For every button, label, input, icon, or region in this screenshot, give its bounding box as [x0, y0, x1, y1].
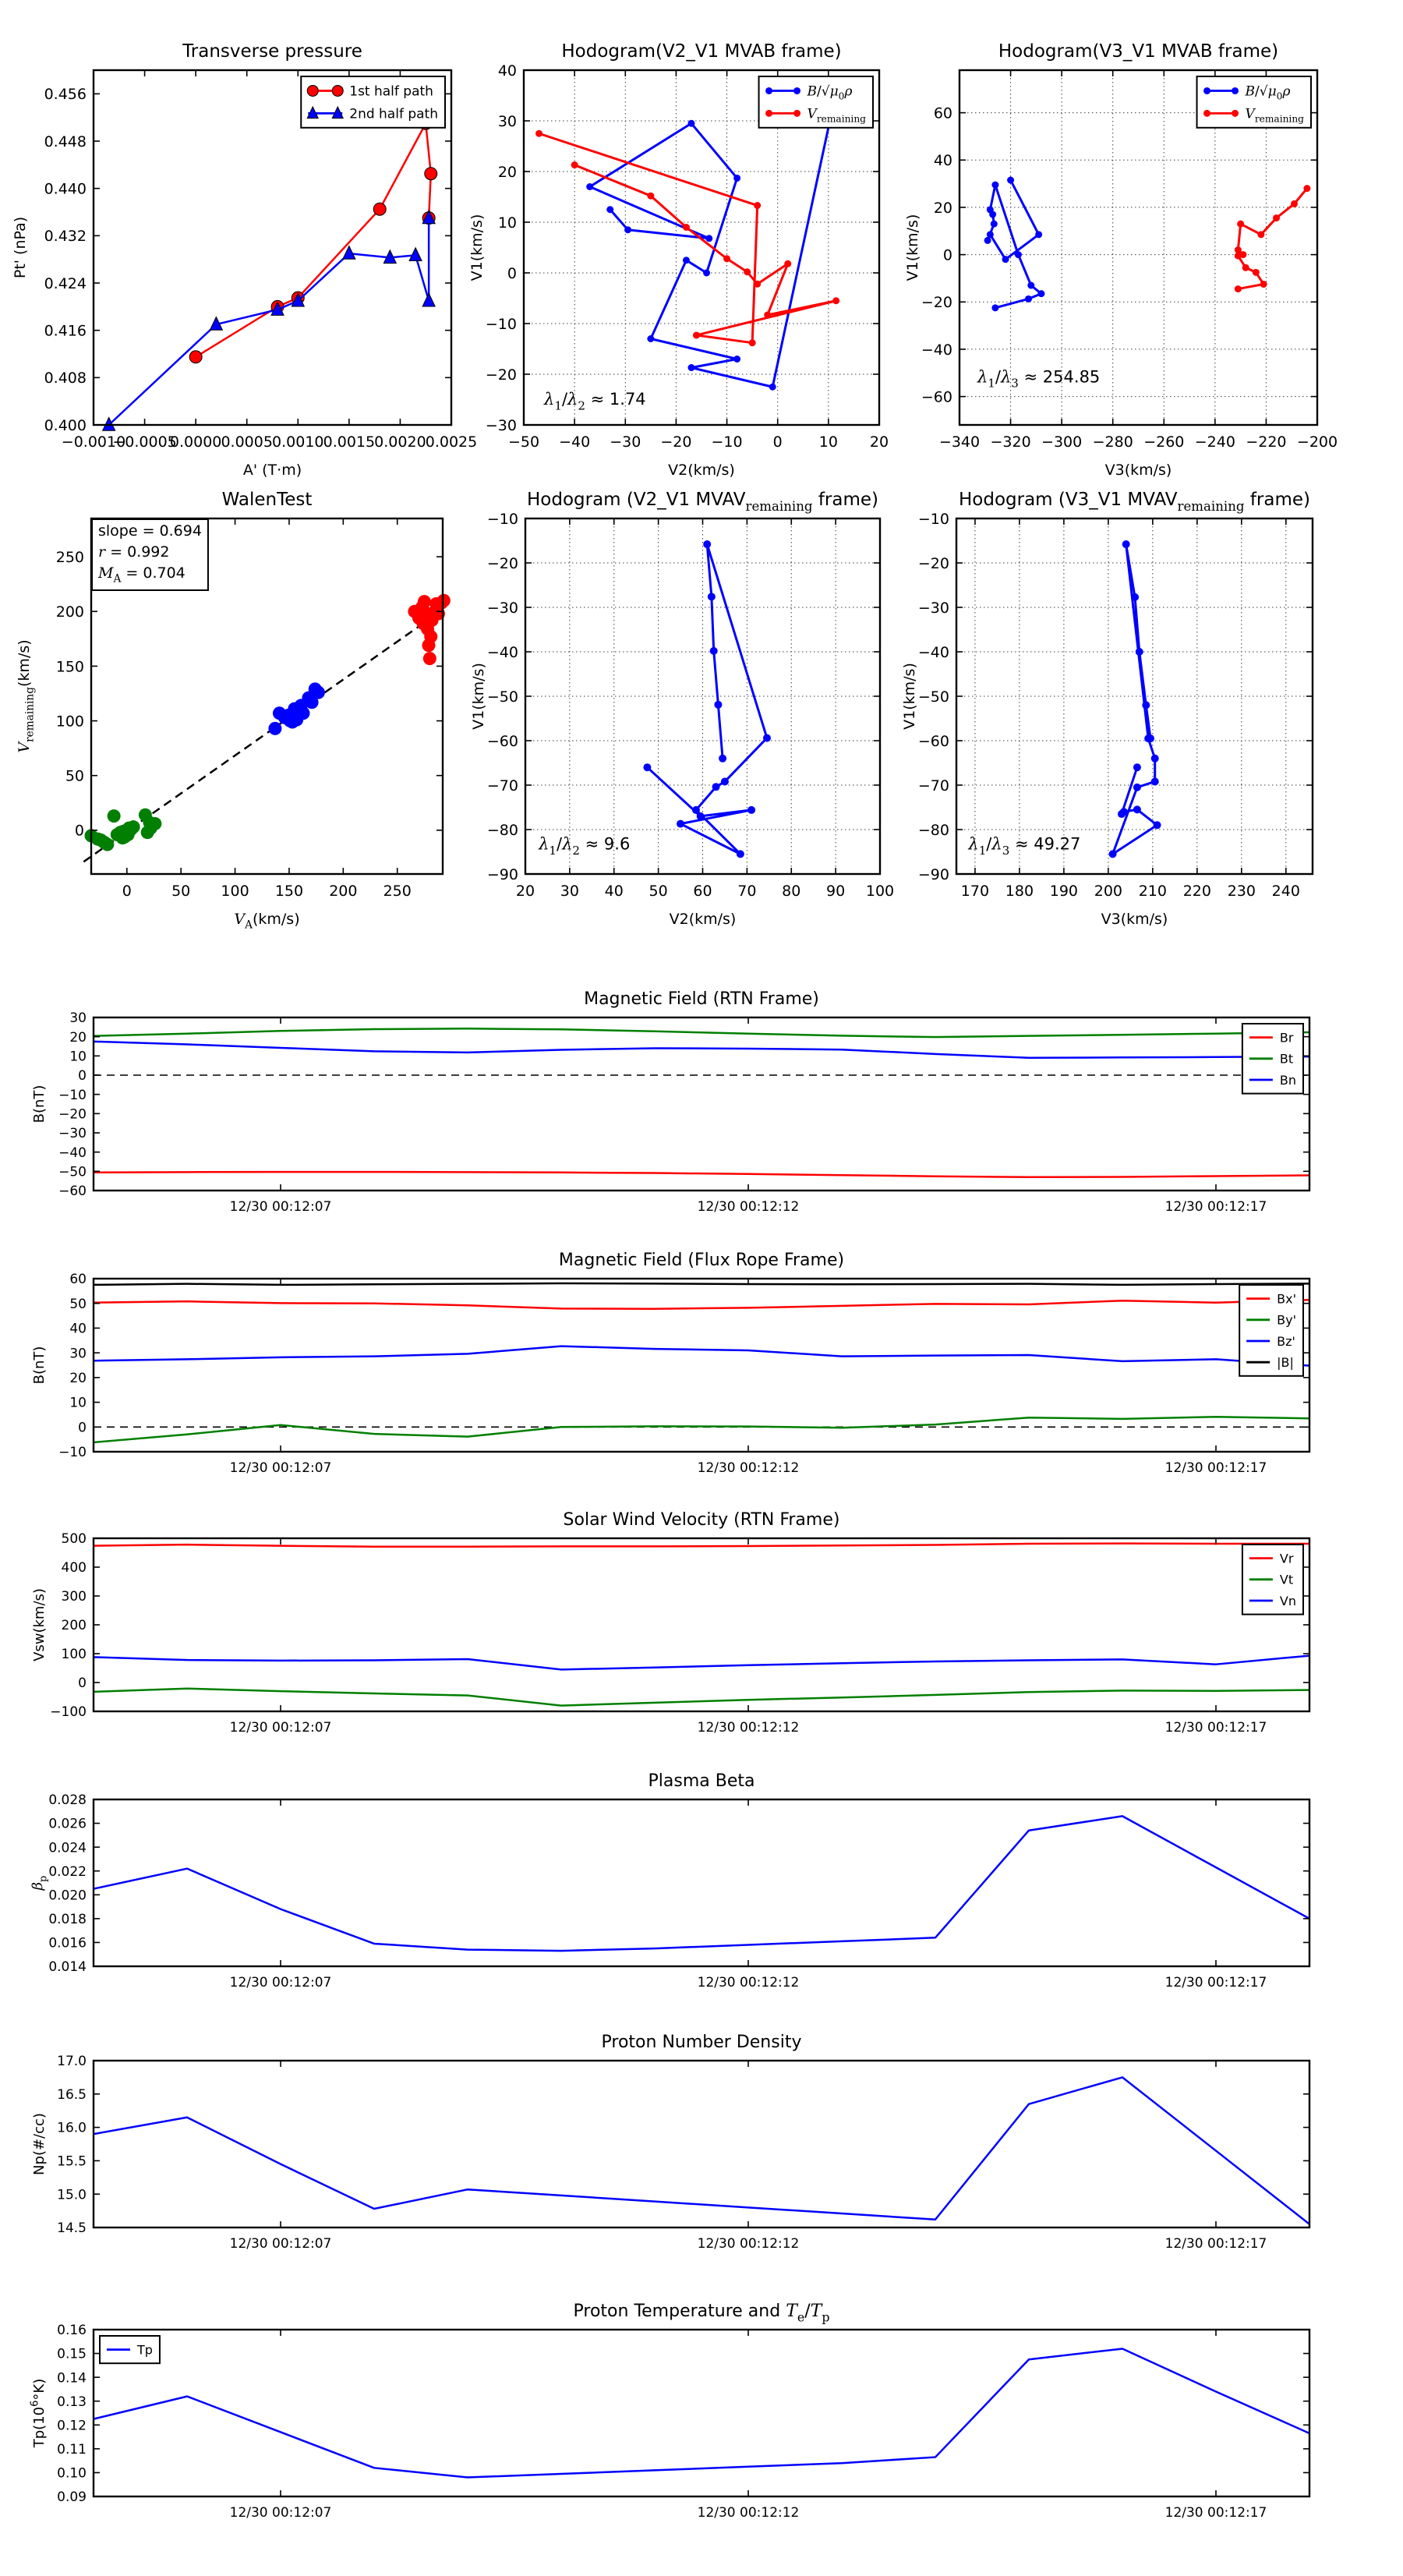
p2-annotation: $\lambda_1/\lambda_2 \approx 1.74$ — [544, 390, 646, 413]
p7-ytick-label: −20 — [58, 1106, 87, 1123]
p6-xtick-labels — [961, 883, 1300, 900]
p6-xtick-label: 230 — [1227, 883, 1256, 900]
p4-xtick-label: 0 — [122, 883, 132, 900]
p7-ytick-label: −40 — [58, 1145, 87, 1161]
p7-legend-label: Bt — [1279, 1051, 1294, 1067]
p2-xtick-label: 0 — [772, 433, 783, 451]
p2-series-V-remaining-hodogram — [539, 133, 836, 342]
p10-ticks — [94, 1799, 1309, 1966]
p10-chart — [30, 1771, 1309, 1990]
p8-legend-label: Bx' — [1277, 1291, 1296, 1307]
p2-legend — [759, 76, 873, 128]
p3-xtick-label: −260 — [1143, 433, 1185, 451]
p7-xtick-labels — [230, 1199, 1267, 1215]
p2-markers-V-remaining-hodogram — [535, 130, 839, 346]
p11-title: Proton Number Density — [601, 2033, 802, 2052]
p3-markers-V-remaining-hodogram — [1235, 185, 1311, 292]
p6-axes-box — [956, 518, 1313, 874]
p2-ytick-label: 40 — [497, 62, 517, 80]
p1-xtick-label: −0.0005 — [112, 433, 177, 451]
p9-legend — [1242, 1545, 1303, 1615]
p7-axes-box — [94, 1017, 1309, 1191]
p2-ytick-label: 0 — [507, 264, 517, 282]
p4-stats-line: $M_A = 0.704$ — [98, 564, 186, 586]
p9-ytick-labels — [50, 1531, 87, 1720]
p5-xtick-label: 20 — [515, 883, 535, 900]
p8-legend — [1239, 1285, 1303, 1376]
p12-xtick-label: 12/30 00:12:12 — [697, 2505, 800, 2521]
p4-title: WalenTest — [221, 490, 313, 510]
p6-ticks — [956, 518, 1313, 874]
p7-ylabel: B(nT) — [31, 1085, 48, 1123]
p3-xtick-label: −240 — [1194, 433, 1235, 451]
p9-xtick-label: 12/30 00:12:17 — [1164, 1720, 1267, 1736]
p3-chart — [904, 41, 1338, 479]
p4-xtick-labels — [122, 883, 412, 900]
p12-ytick-label: 0.15 — [57, 2346, 87, 2362]
p4-markers-middle-interval-points — [268, 682, 325, 735]
p2-xtick-labels — [508, 433, 889, 451]
p7-ytick-label: 30 — [69, 1010, 87, 1027]
p1-ytick-label: 0.432 — [44, 228, 87, 246]
p1-markers-2nd-half-path — [103, 211, 435, 430]
p6-ytick-label: −60 — [917, 732, 949, 750]
p5-xtick-label: 30 — [560, 883, 579, 900]
p1-xtick-label: 0.0005 — [221, 433, 273, 451]
p5-ytick-labels — [487, 511, 518, 883]
p10-ytick-label: 0.026 — [48, 1816, 87, 1832]
p5-ylabel: V1(km/s) — [470, 663, 487, 730]
p6-xlabel: V3(km/s) — [1101, 911, 1168, 928]
p12-legend-label: Tp — [137, 2342, 153, 2358]
p6-xtick-label: 200 — [1094, 883, 1123, 900]
p5-ytick-label: −50 — [486, 688, 518, 706]
p11-ytick-labels — [57, 2054, 87, 2236]
p8-xtick-label: 12/30 00:12:17 — [1164, 1460, 1267, 1476]
p2-chart — [468, 41, 889, 479]
p3-ylabel: V1(km/s) — [904, 214, 921, 281]
p5-xtick-label: 80 — [782, 883, 801, 900]
p6-ytick-label: −50 — [917, 688, 949, 706]
p7-ytick-label: 20 — [69, 1029, 87, 1046]
p5-ytick-label: −60 — [486, 732, 518, 750]
p1-ytick-label: 0.408 — [44, 370, 87, 387]
p2-legend-label: $V_{remaining}$ — [807, 106, 866, 125]
p4-stats-box — [92, 519, 208, 590]
p2-xtick-label: −20 — [660, 433, 692, 451]
p1-xtick-label: 0.0000 — [169, 433, 222, 451]
p10-ytick-label: 0.016 — [48, 1935, 87, 1951]
p6-xtick-label: 190 — [1049, 883, 1079, 900]
p6-ytick-label: −90 — [917, 865, 949, 883]
p6-ytick-label: −70 — [917, 777, 949, 794]
p3-xtick-label: −200 — [1296, 433, 1338, 451]
p3-ytick-label: 60 — [933, 104, 952, 122]
p7-series-Br — [94, 1172, 1309, 1177]
p4-ytick-label: 50 — [65, 767, 84, 785]
p8-title: Magnetic Field (Flux Rope Frame) — [558, 1251, 845, 1270]
p9-ytick-label: 200 — [61, 1618, 87, 1634]
p3-xtick-label: −300 — [1041, 433, 1083, 451]
p6-xtick-label: 240 — [1271, 883, 1300, 900]
p7-series-Bt — [94, 1028, 1309, 1037]
p1-ytick-labels — [44, 86, 87, 434]
p5-ytick-label: −10 — [486, 510, 518, 528]
p6-ytick-label: −10 — [917, 510, 949, 528]
p1-title: Transverse pressure — [182, 41, 362, 62]
p1-xtick-label: 0.0010 — [272, 433, 324, 451]
p4-ytick-labels — [56, 549, 84, 840]
p6-markers-V-hodogram — [1109, 540, 1161, 858]
p7-title: Magnetic Field (RTN Frame) — [584, 989, 819, 1009]
p9-ytick-label: 300 — [61, 1589, 87, 1605]
p12-ytick-label: 0.14 — [57, 2370, 87, 2387]
p10-xtick-label: 12/30 00:12:07 — [229, 1975, 332, 1990]
p6-ytick-label: −80 — [917, 821, 949, 839]
p3-legend-label: $V_{remaining}$ — [1245, 106, 1304, 125]
p7-ytick-label: −50 — [58, 1164, 87, 1180]
p6-title: Hodogram (V3_V1 $MVAV_{remaining}$ frame) — [958, 490, 1311, 514]
p1-markers-1st-half-path — [189, 117, 437, 363]
p7-ytick-label: −10 — [58, 1087, 87, 1103]
p7-xtick-label: 12/30 00:12:12 — [697, 1199, 800, 1215]
p8-xtick-label: 12/30 00:12:07 — [229, 1460, 332, 1476]
p12-ytick-labels — [57, 2323, 87, 2505]
p1-xtick-label: 0.0025 — [425, 433, 478, 451]
p6-xtick-label: 180 — [1005, 883, 1034, 900]
p1-xtick-label: 0.0015 — [323, 433, 376, 451]
p3-ytick-labels — [921, 104, 952, 405]
p12-ytick-label: 0.16 — [57, 2323, 87, 2339]
p5-xtick-labels — [516, 883, 894, 900]
p4-xtick-label: 200 — [329, 883, 358, 900]
p8-ytick-label: 60 — [69, 1272, 87, 1288]
p6-annotation: $\lambda_1/\lambda_3 \approx 49.27$ — [968, 834, 1081, 858]
p2-xtick-label: 10 — [818, 433, 838, 451]
p8-ytick-label: −10 — [58, 1445, 87, 1461]
p3-legend-label: $B/√\mu_0\rho$ — [1245, 83, 1291, 102]
p1-legend-label: 2nd half path — [349, 106, 438, 122]
p1-ylabel: Pt' (nPa) — [12, 216, 29, 279]
p2-xtick-label: 20 — [869, 433, 889, 451]
p8-xtick-label: 12/30 00:12:12 — [697, 1460, 800, 1476]
p3-xtick-label: −320 — [990, 433, 1031, 451]
p3-xtick-label: −280 — [1092, 433, 1133, 451]
p6-chart — [901, 490, 1313, 928]
p9-ylabel: Vsw(km/s) — [31, 1588, 48, 1661]
p5-ytick-label: −70 — [486, 777, 518, 794]
p1-xlabel: A' (T·m) — [242, 462, 302, 479]
p5-ticks — [525, 518, 880, 874]
p3-xtick-label: −220 — [1246, 433, 1287, 451]
p9-title: Solar Wind Velocity (RTN Frame) — [563, 1510, 840, 1530]
p2-ytick-labels — [486, 62, 517, 434]
p7-chart — [31, 989, 1309, 1215]
p9-legend-label: Vr — [1279, 1551, 1294, 1566]
p3-xtick-label: −340 — [938, 433, 981, 451]
p12-ytick-label: 0.10 — [57, 2465, 87, 2482]
p9-ytick-label: 100 — [61, 1647, 87, 1663]
p12-legend — [100, 2336, 160, 2363]
p9-xtick-label: 12/30 00:12:12 — [697, 1720, 800, 1736]
p4-ytick-label: 250 — [55, 548, 84, 566]
p10-ytick-labels — [48, 1792, 87, 1975]
p7-ytick-label: −30 — [58, 1126, 87, 1142]
p2-legend-label: $B/√\mu_0\rho$ — [807, 83, 853, 102]
p2-xtick-label: −50 — [507, 433, 540, 451]
p2-title: Hodogram(V2_V1 MVAB frame) — [561, 41, 842, 62]
p11-ytick-label: 15.5 — [57, 2153, 87, 2170]
p1-xtick-label: 0.0020 — [374, 433, 426, 451]
p3-ytick-label: 40 — [933, 152, 952, 170]
p3-legend — [1197, 76, 1311, 128]
p7-series-Bn — [94, 1042, 1309, 1058]
p4-ytick-label: 200 — [55, 603, 84, 621]
p10-series-plasma-beta — [94, 1816, 1309, 1951]
p4-ytick-label: 0 — [74, 822, 84, 840]
p5-xtick-label: 100 — [865, 883, 895, 900]
p8-series-By-prime — [94, 1417, 1309, 1442]
p2-ytick-label: 10 — [497, 214, 517, 232]
p11-xtick-label: 12/30 00:12:12 — [697, 2236, 800, 2252]
p6-ytick-labels — [918, 511, 949, 883]
p9-axes-box — [94, 1538, 1309, 1711]
p1-xtick-label: −0.0010 — [61, 433, 126, 451]
p7-legend-label: Br — [1279, 1030, 1294, 1046]
p9-series-Vn — [94, 1656, 1309, 1670]
p12-xtick-labels — [230, 2505, 1267, 2521]
p8-ytick-labels — [58, 1272, 87, 1460]
p11-xtick-labels — [230, 2236, 1267, 2252]
p2-ytick-label: −10 — [485, 315, 517, 333]
p10-ytick-label: 0.028 — [48, 1792, 87, 1809]
p5-ytick-label: −90 — [486, 865, 518, 883]
p10-ytick-label: 0.014 — [48, 1959, 87, 1976]
p8-ytick-label: 40 — [69, 1321, 87, 1337]
p1-ytick-label: 0.440 — [44, 180, 87, 198]
p10-ylabel: $\beta_p$ — [30, 1875, 50, 1891]
p11-ytick-label: 16.5 — [57, 2086, 87, 2103]
p3-ytick-label: −60 — [921, 388, 952, 406]
p8-legend-label: By' — [1277, 1312, 1296, 1328]
p2-xlabel: V2(km/s) — [668, 462, 735, 479]
p11-ytick-label: 16.0 — [57, 2120, 87, 2136]
p8-xtick-labels — [230, 1460, 1267, 1476]
p2-ytick-label: −20 — [485, 366, 517, 384]
p6-ytick-label: −30 — [917, 599, 949, 617]
p2-ytick-label: 30 — [497, 112, 517, 130]
p10-xtick-label: 12/30 00:12:17 — [1164, 1975, 1267, 1990]
p8-series-B-magnitude — [94, 1283, 1309, 1285]
p12-xtick-label: 12/30 00:12:17 — [1164, 2505, 1267, 2521]
p12-series-proton-temperature — [94, 2348, 1309, 2477]
p8-ytick-label: 10 — [69, 1395, 87, 1411]
p12-ytick-label: 0.11 — [57, 2441, 87, 2457]
p2-xtick-label: −30 — [610, 433, 641, 451]
p12-ytick-label: 0.12 — [57, 2418, 87, 2434]
p1-legend-label: 1st half path — [349, 83, 433, 100]
p10-xtick-label: 12/30 00:12:12 — [697, 1975, 800, 1990]
p8-legend-label: |B| — [1277, 1354, 1294, 1370]
p10-ytick-label: 0.024 — [48, 1840, 87, 1856]
p9-ytick-label: 500 — [61, 1531, 87, 1548]
p12-title: Proton Temperature and $T_e/T_p$ — [573, 2302, 830, 2325]
p3-ytick-label: 0 — [942, 246, 952, 264]
p5-chart — [470, 490, 894, 928]
p10-axes-box — [94, 1799, 1309, 1966]
p11-ticks — [94, 2061, 1309, 2227]
p6-ylabel: V1(km/s) — [901, 663, 918, 730]
p8-chart — [31, 1251, 1309, 1476]
p1-ytick-label: 0.416 — [44, 322, 87, 340]
p9-ticks — [94, 1538, 1309, 1711]
p8-ytick-label: 30 — [69, 1346, 87, 1362]
p6-ytick-label: −40 — [917, 643, 949, 661]
p12-ytick-label: 0.13 — [57, 2394, 87, 2410]
p8-ytick-label: 50 — [69, 1296, 87, 1312]
p11-ylabel: Np(#/cc) — [31, 2113, 48, 2175]
p1-series-2nd-half-path — [109, 218, 429, 425]
p7-ticks — [94, 1017, 1309, 1191]
p9-legend-label: Vt — [1279, 1572, 1294, 1587]
p7-legend — [1242, 1024, 1303, 1094]
p4-xtick-label: 50 — [171, 883, 191, 900]
p3-annotation: $\lambda_1/\lambda_3 \approx 254.85$ — [977, 367, 1101, 391]
p9-legend-label: Vn — [1279, 1593, 1296, 1608]
p3-series-B-hodogram — [988, 180, 1041, 308]
p4-xtick-label: 250 — [383, 883, 412, 900]
p1-ytick-label: 0.448 — [44, 133, 87, 150]
p12-xtick-label: 12/30 00:12:07 — [229, 2505, 332, 2521]
p1-chart — [12, 41, 477, 479]
p5-xtick-label: 70 — [737, 883, 757, 900]
p4-ytick-label: 100 — [55, 713, 84, 731]
p5-ytick-label: −40 — [486, 643, 518, 661]
p7-ytick-label: 0 — [78, 1068, 87, 1085]
p1-ytick-label: 0.456 — [44, 86, 87, 104]
p9-series-Vt — [94, 1689, 1309, 1706]
p10-ytick-label: 0.020 — [48, 1888, 87, 1904]
p11-series-proton-density — [94, 2077, 1309, 2224]
p5-xtick-label: 50 — [648, 883, 668, 900]
p11-xtick-label: 12/30 00:12:17 — [1164, 2236, 1267, 2252]
p2-ylabel: V1(km/s) — [468, 214, 486, 281]
p5-ytick-label: −80 — [486, 821, 518, 839]
p9-xtick-labels — [230, 1720, 1267, 1736]
p3-title: Hodogram(V3_V1 MVAB frame) — [998, 41, 1279, 62]
p11-ytick-label: 17.0 — [57, 2054, 87, 2070]
p8-legend-label: Bz' — [1277, 1333, 1295, 1349]
p5-xlabel: V2(km/s) — [669, 911, 737, 928]
p3-ytick-label: −20 — [921, 294, 952, 312]
p11-ytick-label: 15.0 — [57, 2187, 87, 2203]
p2-ytick-label: −30 — [485, 416, 517, 434]
p9-ytick-label: 0 — [78, 1675, 87, 1692]
p6-xtick-label: 210 — [1138, 883, 1167, 900]
p5-ytick-label: −20 — [486, 554, 518, 572]
p4-chart — [16, 490, 451, 932]
p11-ytick-label: 14.5 — [57, 2220, 87, 2237]
p5-ytick-label: −30 — [486, 599, 518, 617]
p1-legend — [301, 76, 445, 128]
p4-ytick-label: 150 — [55, 658, 84, 676]
p4-markers-last-interval-points — [408, 594, 450, 665]
p7-ytick-labels — [58, 1010, 87, 1199]
p10-title: Plasma Beta — [648, 1771, 755, 1791]
p7-legend-label: Bn — [1279, 1072, 1296, 1088]
p12-chart — [29, 2302, 1309, 2521]
p9-xtick-label: 12/30 00:12:07 — [229, 1720, 332, 1736]
p10-ytick-label: 0.018 — [48, 1911, 87, 1927]
p6-xtick-label: 170 — [960, 883, 990, 900]
p8-ylabel: B(nT) — [31, 1346, 48, 1385]
p5-title: Hodogram (V2_V1 $MVAV_{remaining}$ frame) — [526, 490, 879, 514]
p1-ytick-label: 0.424 — [44, 274, 87, 292]
p11-xtick-label: 12/30 00:12:07 — [229, 2236, 332, 2252]
p4-xlabel: $V_A(km/s)$ — [234, 911, 300, 932]
p12-ylabel: $Tp(10^6^\circ K)$ — [29, 2378, 48, 2448]
p1-xtick-labels — [62, 433, 477, 451]
p11-axes-box — [94, 2061, 1309, 2227]
p5-grid — [525, 518, 880, 874]
p6-ytick-label: −20 — [917, 554, 949, 572]
p2-ytick-label: 20 — [497, 163, 517, 181]
p2-xtick-label: −10 — [711, 433, 743, 451]
p9-ytick-label: −100 — [50, 1704, 87, 1721]
p1-ytick-label: 0.400 — [44, 416, 87, 434]
p8-ytick-label: 20 — [69, 1370, 87, 1386]
p9-series-Vr — [94, 1544, 1309, 1547]
p5-markers-V-hodogram — [643, 540, 771, 858]
p5-xtick-label: 90 — [826, 883, 846, 900]
p3-xtick-labels — [939, 433, 1338, 451]
p4-xtick-label: 150 — [274, 883, 304, 900]
p5-axes-box — [525, 518, 880, 874]
p4-stats-line: slope = 0.694 — [98, 522, 202, 540]
p9-chart — [31, 1510, 1309, 1736]
p7-xtick-label: 12/30 00:12:07 — [229, 1199, 332, 1215]
p4-ylabel: $V_{remaining}(km/s)$ — [16, 639, 37, 753]
p11-chart — [31, 2033, 1309, 2252]
p3-xlabel: V3(km/s) — [1104, 462, 1172, 479]
p4-xtick-label: 100 — [221, 883, 249, 900]
p5-annotation: $\lambda_1/\lambda_2 \approx 9.6$ — [539, 834, 631, 858]
p7-ytick-label: −60 — [58, 1184, 87, 1200]
p12-ticks — [94, 2330, 1309, 2496]
p3-ytick-label: 20 — [933, 199, 952, 217]
p4-stats-line: r = 0.992 — [98, 543, 170, 561]
p2-xtick-label: −40 — [559, 433, 591, 451]
p8-series-Bz-prime — [94, 1346, 1309, 1366]
p6-grid — [956, 518, 1313, 874]
p7-ytick-label: 10 — [69, 1049, 87, 1065]
p9-ytick-label: 400 — [61, 1560, 87, 1576]
p5-xtick-label: 40 — [604, 883, 624, 900]
p5-xtick-label: 60 — [693, 883, 712, 900]
p8-series-Bx-prime — [94, 1300, 1309, 1308]
p8-ytick-label: 0 — [78, 1420, 87, 1436]
p7-xtick-label: 12/30 00:12:17 — [1164, 1199, 1267, 1215]
p6-xtick-label: 220 — [1182, 883, 1211, 900]
p3-ytick-label: −40 — [921, 341, 952, 359]
p10-ytick-label: 0.022 — [48, 1863, 87, 1880]
p1-series-1st-half-path — [196, 123, 431, 357]
p12-axes-box — [94, 2330, 1309, 2496]
p10-xtick-labels — [230, 1975, 1267, 1990]
p12-ytick-label: 0.09 — [57, 2489, 87, 2506]
